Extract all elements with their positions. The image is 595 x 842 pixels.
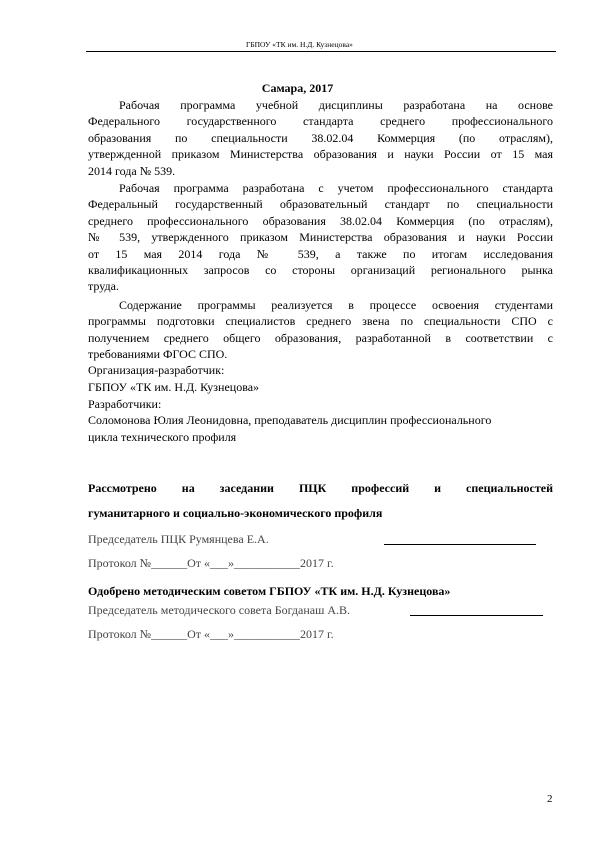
signature-line	[384, 544, 536, 545]
text-line: требованиями ФГОС СПО.	[88, 347, 228, 362]
developer-line: Соломонова Юлия Леонидовна, преподаватель дисциплин профессионального	[88, 413, 492, 428]
text-line: 2014 года № 539.	[88, 163, 176, 178]
review-chair-text: Председатель ПЦК Румянцева Е.А.	[88, 532, 269, 546]
approval-chair-text: Председатель методического совета Богданаш А.В.	[88, 603, 351, 617]
text-line: Рабочая программа учебной дисциплины разработана на основе	[119, 98, 553, 112]
text-line: программы подготовки специалистов среднего звена по специальности СПО с	[88, 314, 553, 329]
page-number: 2	[547, 793, 553, 805]
approval-title: Одобрено методическим советом ГБПОУ «ТК им. Н.Д. Кузнецова»	[88, 584, 451, 598]
developer-line: цикла технического профиля	[88, 430, 237, 445]
text-line: Федеральный государственный образовательный стандарт по специальности	[88, 197, 553, 212]
text-line: от 15 мая 2014 года № 539, а также по итогам исследования	[88, 246, 553, 261]
text-line: № 539, утвержденного приказом Министерства образования и науки России	[88, 230, 553, 245]
review-line-1: Рассмотрено на заседании ПЦК профессий и специальностей	[88, 481, 553, 495]
text-line: образования по специальности 38.02.04 Коммерция (по отраслям),	[88, 130, 553, 145]
org-label: Организация-разработчик:	[88, 363, 225, 377]
text-line: получением среднего общего образования, разработанной в соответствии с	[88, 330, 553, 345]
paragraph-content	[88, 297, 553, 363]
text-line: труда.	[88, 279, 119, 294]
review-protocol: Протокол №______От «___»___________2017 г.	[88, 556, 334, 570]
text-line: Федерального государственного стандарта среднего профессионального	[88, 114, 553, 129]
approval-chair	[88, 603, 553, 618]
developers-label: Разработчики:	[88, 396, 162, 411]
approval-protocol: Протокол №______От «___»___________2017 г.	[88, 627, 334, 641]
paragraph-standard	[88, 180, 553, 295]
developer-block	[88, 362, 553, 446]
header-rule	[86, 51, 556, 52]
running-header: ГБПОУ «ТК им. Н.Д. Кузнецова»	[246, 40, 353, 49]
paragraph-basis	[88, 97, 553, 179]
review-chair	[88, 532, 553, 547]
signature-line	[410, 615, 543, 616]
text-line: Рабочая программа разработана с учетом профессионального стандарта	[119, 181, 553, 195]
review-line-2: гуманитарного и социально-экономического профиля	[88, 506, 383, 520]
text-line: Содержание программы реализуется в процессе освоения студентами	[119, 298, 553, 312]
text-line: квалификационных запросов со стороны организаций регионального рынка	[88, 263, 553, 278]
document-title: Самара, 2017	[261, 81, 334, 95]
org-name: ГБПОУ «ТК им. Н.Д. Кузнецова»	[88, 379, 260, 394]
text-line: утвержденной приказом Министерства образования и науки России от 15 мая	[88, 147, 553, 162]
text-line: среднего профессионального образования 38.02.04 Коммерция (по отраслям),	[88, 213, 553, 228]
